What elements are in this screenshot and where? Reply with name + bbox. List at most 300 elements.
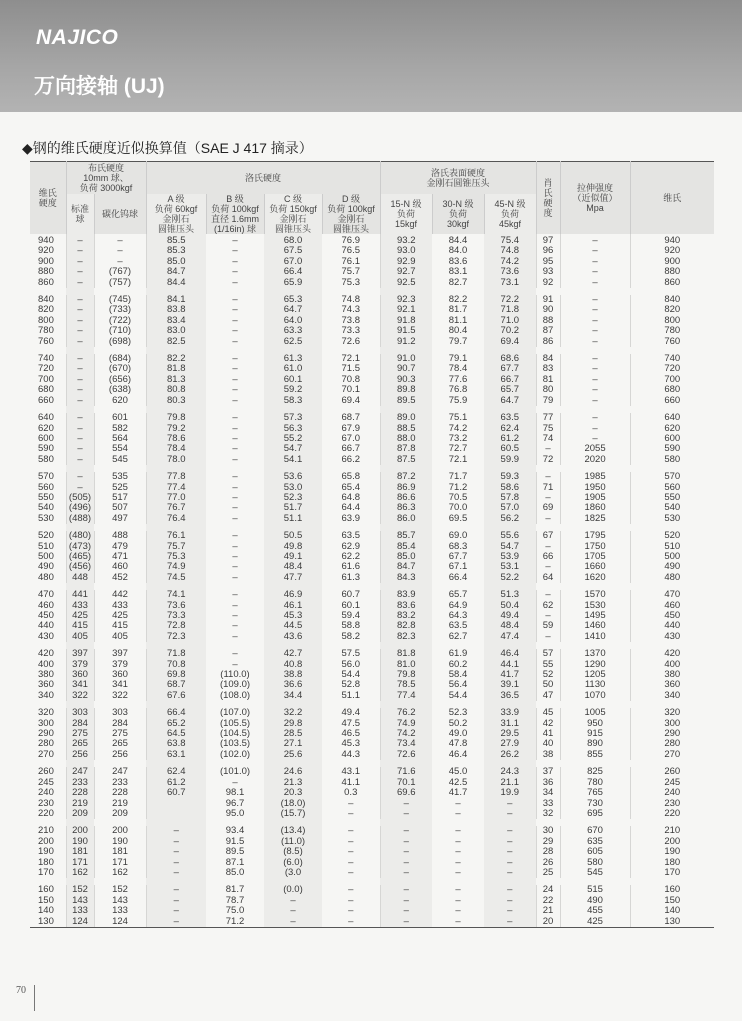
table-cell: 41.1	[341, 776, 360, 788]
table-cell: 56.2	[484, 514, 536, 524]
table-cell: 60.2	[448, 658, 468, 670]
table-cell: 86.9	[380, 483, 432, 493]
table-row	[30, 354, 714, 364]
table-cell: (670)	[94, 364, 146, 374]
table-cell: 520	[630, 531, 714, 541]
table-cell: 855	[560, 750, 630, 760]
table-cell: 57	[536, 649, 560, 659]
table-cell: –	[66, 305, 94, 315]
table-cell: –	[66, 234, 94, 246]
table-cell: 470	[38, 589, 54, 601]
table-row	[30, 552, 714, 562]
table-cell: 90.3	[380, 375, 432, 385]
table-cell: 460	[38, 599, 54, 611]
table-cell: 550	[630, 493, 714, 503]
table-cell: 66.4	[448, 571, 468, 583]
table-row	[30, 364, 714, 374]
table-cell: –	[380, 837, 432, 847]
table-cell: 54.1	[264, 455, 322, 465]
table-cell: 58.8	[341, 620, 360, 632]
table-row	[30, 234, 714, 246]
table-cell: 44.1	[484, 660, 536, 670]
table-cell: –	[380, 885, 432, 895]
table-cell: –	[560, 375, 630, 385]
table-cell: 228	[94, 788, 146, 798]
table-cell: 590	[38, 443, 54, 455]
table-cell: 46.9	[264, 590, 322, 600]
table-cell: 143	[66, 896, 94, 906]
table-cell: –	[232, 304, 238, 316]
table-cell: 51.3	[484, 590, 536, 600]
table-cell: 950	[560, 719, 630, 729]
table-cell: 425	[94, 611, 146, 621]
table-cell: –	[232, 373, 238, 385]
table-cell: 230	[38, 797, 54, 809]
table-cell: 820	[630, 305, 714, 315]
table-cell: 430	[38, 630, 54, 642]
table-cell: –	[232, 589, 238, 601]
table-cell: 490	[630, 562, 714, 572]
group-spacer	[30, 642, 714, 649]
table-cell: 84.0	[448, 245, 468, 257]
table-cell: 73.6	[484, 267, 536, 277]
table-cell: –	[322, 917, 380, 928]
table-cell: –	[66, 444, 94, 454]
table-cell: 1950	[560, 483, 630, 493]
table-cell: 124	[94, 917, 146, 928]
table-cell: 62.2	[341, 550, 360, 562]
table-cell: 70.2	[484, 326, 536, 336]
table-cell: –	[146, 847, 206, 857]
table-cell: 180	[38, 856, 54, 868]
table-cell: (757)	[94, 278, 146, 288]
table-cell: 497	[94, 514, 146, 524]
table-cell: –	[455, 905, 461, 917]
table-cell: 71.5	[341, 363, 360, 375]
table-cell: 515	[560, 885, 630, 895]
table-cell: –	[348, 835, 354, 847]
table-cell: 84.4	[146, 278, 206, 288]
table-cell: 49.8	[264, 542, 322, 552]
table-cell: (488)	[66, 514, 94, 524]
table-cell: 93	[536, 267, 560, 277]
table-cell: 1750	[560, 542, 630, 552]
table-cell: 82.5	[146, 337, 206, 347]
table-cell: 171	[94, 858, 146, 868]
table-row	[30, 385, 714, 395]
table-body	[30, 234, 714, 927]
table-cell: 79.8	[146, 413, 206, 423]
table-cell: 380	[38, 669, 54, 681]
table-cell: 150	[38, 894, 54, 906]
table-cell: 36	[536, 778, 560, 788]
table-cell: 21	[536, 906, 560, 916]
table-cell: 24.3	[484, 767, 536, 777]
table-cell: –	[232, 314, 238, 326]
table-cell: 670	[560, 826, 630, 836]
table-cell: 220	[38, 807, 54, 819]
table-cell: –	[348, 894, 354, 906]
table-cell: –	[560, 424, 630, 434]
table-cell: 84.4	[448, 235, 468, 246]
table-cell: 1795	[560, 531, 630, 541]
table-cell: –	[380, 847, 432, 857]
table-cell: 55.2	[264, 434, 322, 444]
table-cell: 620	[94, 396, 146, 406]
table-cell: 83	[536, 364, 560, 374]
table-cell: 545	[94, 455, 146, 465]
table-cell: 83.0	[146, 326, 206, 336]
table-cell: 65.2	[146, 719, 206, 729]
table-cell: –	[455, 797, 461, 809]
table-cell: –	[432, 917, 484, 928]
table-row	[30, 316, 714, 326]
table-cell: 24	[536, 885, 560, 895]
table-cell: (465)	[66, 552, 94, 562]
table-cell: 49.1	[264, 552, 322, 562]
table-cell: 84.3	[380, 573, 432, 583]
table-cell: 45.3	[341, 738, 360, 750]
table-cell: 87.8	[380, 444, 432, 454]
table-cell: –	[484, 896, 536, 906]
table-row	[30, 413, 714, 423]
table-cell: –	[94, 234, 146, 246]
table-cell: 67	[536, 531, 560, 541]
table-cell: (108.0)	[219, 689, 251, 701]
table-cell: –	[146, 868, 206, 878]
table-cell: 92.3	[380, 295, 432, 305]
table-cell: 479	[94, 542, 146, 552]
table-cell: –	[232, 630, 238, 642]
table-cell: 83.9	[380, 590, 432, 600]
table-cell: 81.8	[380, 649, 432, 659]
table-cell: 52.3	[264, 493, 322, 503]
table-cell: (767)	[94, 267, 146, 277]
table-cell: 256	[94, 750, 146, 760]
table-cell: –	[455, 835, 461, 847]
table-cell: 415	[66, 621, 94, 631]
table-header	[30, 162, 714, 235]
table-cell: 74.9	[380, 719, 432, 729]
table-cell: –	[66, 316, 94, 326]
table-cell: 0.3	[344, 787, 358, 799]
table-cell: –	[232, 255, 238, 267]
table-cell: 61.2	[146, 778, 206, 788]
table-cell: –	[560, 267, 630, 277]
table-cell: 71.8	[484, 305, 536, 315]
table-cell: 535	[94, 472, 146, 482]
table-cell: 1070	[560, 691, 630, 701]
table-cell: 68.7	[146, 680, 206, 690]
table-row	[30, 868, 714, 878]
table-cell: 66.7	[484, 375, 536, 385]
group-spacer	[30, 347, 714, 354]
table-cell: 73.6	[146, 601, 206, 611]
table-cell: 81.0	[380, 660, 432, 670]
table-cell: 84.1	[146, 295, 206, 305]
table-cell: 87.5	[380, 455, 432, 465]
table-cell: 77.4	[146, 483, 206, 493]
table-cell: (8.5)	[264, 847, 322, 857]
page-title: 万向接轴 (UJ)	[34, 75, 165, 98]
table-cell: 2020	[560, 455, 630, 465]
table-row	[30, 778, 714, 788]
table-cell: 79.8	[380, 670, 432, 680]
table-cell: 83.4	[146, 316, 206, 326]
table-cell: 29.5	[484, 729, 536, 739]
table-cell: 25.6	[264, 750, 322, 760]
table-cell: (101.0)	[219, 766, 251, 778]
table-cell: –	[66, 396, 94, 406]
table-cell: –	[348, 905, 354, 917]
table-cell: 545	[560, 868, 630, 878]
table-cell: (656)	[94, 375, 146, 385]
table-cell: –	[380, 799, 432, 809]
table-cell: 45.3	[264, 611, 322, 621]
table-cell: 82.3	[380, 632, 432, 642]
table-cell: 93.4	[225, 825, 245, 837]
table-cell: 78.4	[448, 363, 468, 375]
table-cell: 380	[630, 670, 714, 680]
table-cell: 91	[536, 295, 560, 305]
table-cell: (745)	[94, 295, 146, 305]
table-row	[30, 680, 714, 690]
table-cell: –	[232, 276, 238, 288]
table-cell: 81.8	[146, 364, 206, 374]
table-cell: 62.4	[484, 424, 536, 434]
table-cell: 46.5	[341, 728, 360, 740]
table-cell: 2055	[560, 444, 630, 454]
group-spacer	[30, 406, 714, 413]
table-cell: 79	[536, 396, 560, 406]
table-cell: 47	[536, 691, 560, 701]
table-cell: –	[560, 234, 630, 246]
table-cell: 71.2	[206, 917, 264, 928]
table-cell: –	[484, 906, 536, 916]
table-cell: 67.1	[448, 561, 468, 573]
table-cell: 74.5	[146, 573, 206, 583]
table-cell: 760	[630, 337, 714, 347]
table-cell: (6.0)	[264, 858, 322, 868]
table-cell: 20	[536, 917, 560, 928]
group-spacer	[30, 583, 714, 590]
table-cell: 52.2	[484, 573, 536, 583]
table-cell: –	[380, 826, 432, 836]
table-cell: 1495	[560, 611, 630, 621]
table-cell: 74.2	[448, 422, 468, 434]
table-cell: 880	[38, 266, 54, 278]
table-cell: –	[232, 471, 238, 483]
table-cell: –	[560, 354, 630, 364]
table-cell: 82.8	[380, 621, 432, 631]
table-cell: 71.7	[448, 471, 468, 483]
table-cell: 81.7	[448, 304, 468, 316]
table-cell: 900	[38, 255, 54, 267]
table-cell: –	[560, 295, 630, 305]
table-cell: 61.0	[264, 364, 322, 374]
table-cell: 89.5	[225, 846, 245, 858]
table-cell: 510	[630, 542, 714, 552]
table-cell: 79.1	[448, 353, 468, 365]
table-cell: 36.5	[484, 691, 536, 701]
table-cell: 280	[38, 738, 54, 750]
table-cell: 43.1	[341, 766, 360, 778]
table-cell: 51.1	[341, 689, 360, 701]
table-cell: 74.8	[341, 294, 360, 306]
table-cell: 32	[536, 809, 560, 819]
table-row	[30, 267, 714, 277]
table-cell: 59.3	[484, 472, 536, 482]
table-cell: 415	[94, 621, 146, 631]
table-cell: 92	[536, 278, 560, 288]
table-cell: 58.4	[448, 669, 468, 681]
table-cell: 920	[630, 246, 714, 256]
table-cell: –	[66, 246, 94, 256]
table-cell: 64.0	[264, 316, 322, 326]
table-cell: 220	[630, 809, 714, 819]
table-cell: 860	[38, 276, 54, 288]
table-cell: 44.3	[341, 748, 360, 760]
table-cell: 62.4	[146, 767, 206, 777]
table-cell: 228	[66, 788, 94, 798]
table-cell: 640	[38, 412, 54, 424]
table-cell: 1005	[560, 708, 630, 718]
table-row	[30, 434, 714, 444]
table-cell: 83.6	[380, 601, 432, 611]
table-row	[30, 295, 714, 305]
table-cell: –	[536, 611, 560, 621]
table-cell: 660	[630, 396, 714, 406]
table-cell: 48.4	[484, 621, 536, 631]
table-cell: (710)	[94, 326, 146, 336]
table-cell: –	[232, 325, 238, 337]
table-cell: –	[232, 550, 238, 562]
table-cell: 360	[66, 670, 94, 680]
table-cell: –	[146, 858, 206, 868]
table-cell: 660	[38, 394, 54, 406]
table-cell: (0.0)	[264, 885, 322, 895]
table-cell: 62.9	[341, 540, 360, 552]
table-row	[30, 542, 714, 552]
table-cell: –	[380, 917, 432, 928]
table-cell: –	[66, 326, 94, 336]
table-cell: 76.5	[341, 245, 360, 257]
table-cell: 480	[38, 571, 54, 583]
table-cell: 162	[66, 868, 94, 878]
table-cell: 65.4	[341, 481, 360, 493]
table-cell: 68.3	[448, 540, 468, 552]
table-cell: 940	[38, 235, 54, 246]
table-cell: 59	[536, 621, 560, 631]
table-cell: –	[232, 776, 238, 788]
table-cell: 695	[560, 809, 630, 819]
table-cell: 1620	[560, 573, 630, 583]
table-cell: 64.9	[448, 599, 468, 611]
table-cell: 80.8	[146, 385, 206, 395]
table-cell: 60.1	[264, 375, 322, 385]
table-cell: –	[66, 455, 94, 465]
table-cell: 590	[630, 444, 714, 454]
table-cell: (456)	[66, 562, 94, 572]
table-cell: –	[484, 847, 536, 857]
table-cell: –	[484, 885, 536, 895]
table-cell: 77.6	[448, 373, 468, 385]
group-spacer	[30, 524, 714, 531]
table-cell: 91.0	[380, 354, 432, 364]
table-cell: (109.0)	[219, 679, 251, 691]
table-cell: (684)	[94, 354, 146, 364]
table-cell: 1985	[560, 472, 630, 482]
table-cell: (496)	[66, 503, 94, 513]
table-cell: 265	[94, 739, 146, 749]
table-cell: 86.0	[380, 514, 432, 524]
table-cell: 490	[38, 561, 54, 573]
table-cell: 680	[630, 385, 714, 395]
table-cell: 130	[30, 917, 66, 928]
table-cell: 209	[94, 809, 146, 819]
table-cell: –	[560, 434, 630, 444]
header-rockwell-d: D 级 负荷 100kgf 金刚石 圆锥压头	[322, 194, 380, 234]
table-row	[30, 729, 714, 739]
table-cell: 78.7	[225, 894, 245, 906]
hardness-table-container	[30, 161, 714, 928]
table-cell: (473)	[66, 542, 94, 552]
table-cell: 275	[94, 729, 146, 739]
table-cell: 36.6	[264, 680, 322, 690]
table-cell: 601	[94, 413, 146, 423]
table-cell: 86.3	[380, 503, 432, 513]
table-cell: 56.0	[341, 658, 360, 670]
table-cell: –	[455, 825, 461, 837]
table-cell: 91.8	[380, 316, 432, 326]
table-cell: 190	[38, 846, 54, 858]
table-cell: 67.7	[484, 364, 536, 374]
table-cell: 890	[560, 739, 630, 749]
table-cell: 20.3	[264, 788, 322, 798]
table-cell: –	[536, 493, 560, 503]
table-cell: 210	[630, 826, 714, 836]
table-cell: 54.7	[264, 444, 322, 454]
table-cell: –	[232, 491, 238, 503]
table-cell: –	[232, 384, 238, 396]
table-cell: 600	[630, 434, 714, 444]
table-cell: 74.1	[146, 590, 206, 600]
table-cell: 66.4	[146, 708, 206, 718]
table-cell: 92.1	[380, 305, 432, 315]
page-number: 70	[16, 985, 26, 996]
table-cell: 190	[94, 837, 146, 847]
table-cell: –	[560, 337, 630, 347]
table-cell: –	[380, 809, 432, 819]
table-cell: 74.9	[146, 562, 206, 572]
table-cell: 58.2	[341, 630, 360, 642]
table-cell: (107.0)	[219, 707, 251, 719]
table-cell: –	[560, 396, 630, 406]
table-cell: 59.2	[264, 385, 322, 395]
table-cell: 46.4	[448, 748, 468, 760]
table-cell: 61.3	[341, 571, 360, 583]
table-cell: 50.4	[484, 601, 536, 611]
table-row	[30, 858, 714, 868]
table-cell: 98.1	[225, 787, 245, 799]
table-cell: 52	[536, 670, 560, 680]
table-row	[30, 337, 714, 347]
table-cell: –	[484, 837, 536, 847]
table-cell: 67.9	[341, 422, 360, 434]
table-cell: 405	[94, 632, 146, 642]
table-cell: 71.8	[146, 649, 206, 659]
table-cell: 33.9	[484, 708, 536, 718]
